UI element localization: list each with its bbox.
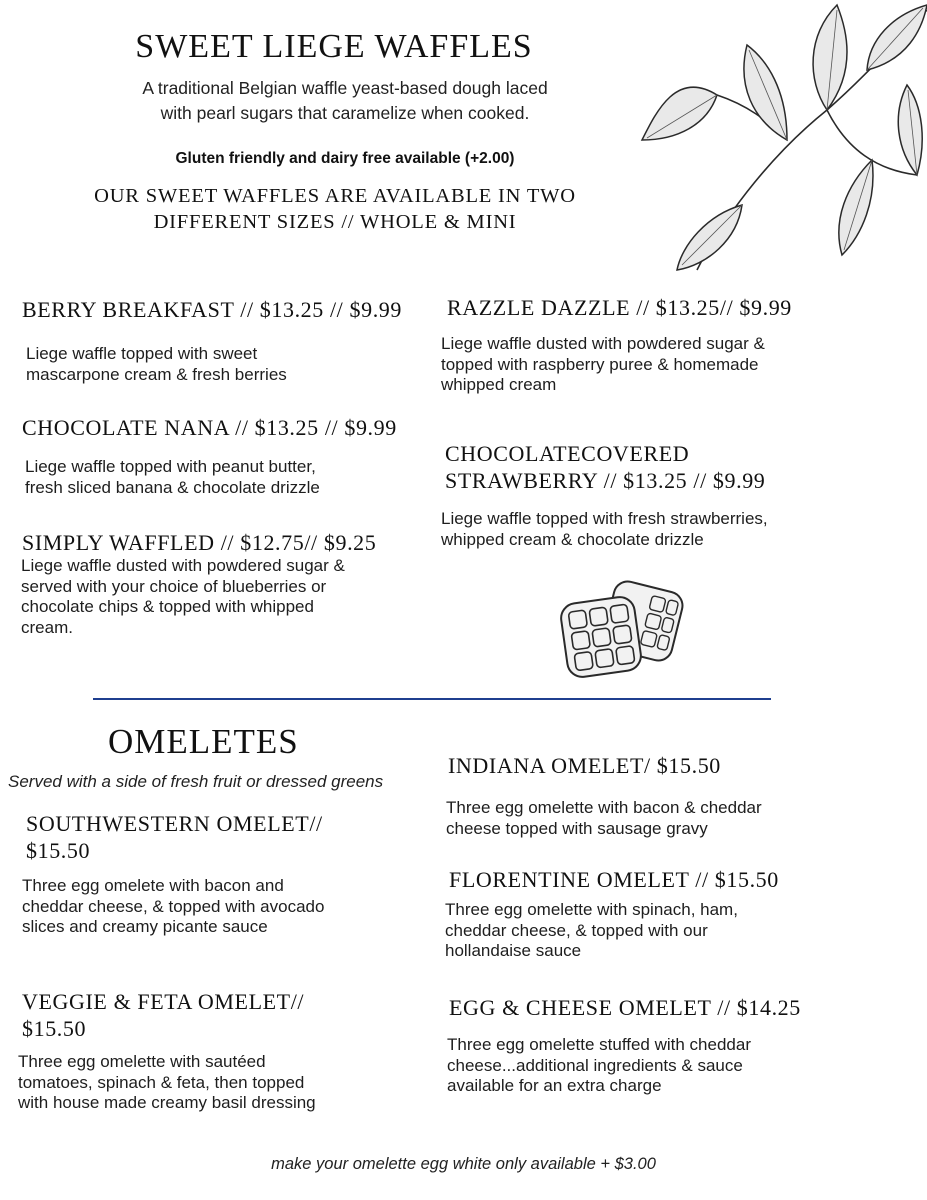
menu-item-egg-cheese-omelet (449, 994, 889, 1097)
desc-line: Three egg omelette with spinach, ham, (445, 900, 738, 919)
item-description (22, 457, 442, 498)
desc-line: cheddar cheese, & topped with our (445, 920, 708, 940)
desc-line: Three egg omelette with sautéed (18, 1052, 266, 1071)
desc-line: whipped cream (441, 375, 557, 394)
desc-line: topped with raspberry puree & homemade (441, 354, 759, 374)
omelets-subtitle: Served with a side of fresh fruit or dressed greens (8, 772, 384, 791)
menu-item-razzle-dazzle (441, 294, 887, 396)
menu-item-southwestern-omelet (22, 810, 426, 938)
item-title: BERRY BREAKFAST // $13.25 // $9.99 (22, 297, 402, 322)
item-description (21, 556, 432, 638)
item-title: INDIANA OMELET/ $15.50 (448, 753, 721, 778)
desc-line: cream. (21, 617, 73, 637)
item-title (22, 988, 422, 1042)
item-title: RAZZLE DAZZLE // $13.25// $9.99 (447, 295, 792, 320)
desc-line: Three egg omelette stuffed with cheddar (447, 1035, 751, 1054)
title-line: $15.50 (22, 1016, 87, 1041)
egg-white-note: make your omelette egg white only available + $3.00 (271, 1155, 656, 1173)
intro-line: with pearl sugars that caramelize when cooked. (160, 103, 530, 123)
desc-line: with house made creamy basil dressing (18, 1093, 316, 1112)
sizes-line: OUR SWEET WAFFLES ARE AVAILABLE IN TWO (94, 185, 576, 207)
desc-line: cheese topped with sausage gravy (446, 818, 708, 838)
desc-line: Liege waffle topped with sweet (26, 344, 258, 363)
item-description (445, 900, 889, 962)
item-title (26, 810, 426, 864)
menu-item-florentine-omelet (445, 866, 889, 962)
desc-line: Liege waffle topped with peanut butter, (25, 457, 316, 476)
item-title: CHOCOLATE NANA // $13.25 // $9.99 (22, 415, 397, 440)
menu-item-simply-waffled (22, 529, 432, 638)
omelets-title: OMELETES (108, 722, 299, 761)
menu-item-chocolate-nana (22, 414, 442, 498)
desc-line: whipped cream & chocolate drizzle (441, 529, 704, 549)
item-title: FLORENTINE OMELET // $15.50 (449, 867, 779, 892)
item-description (446, 798, 888, 839)
item-description (18, 1052, 422, 1114)
title-line: SOUTHWESTERN OMELET// (26, 811, 323, 836)
desc-line: hollandaise sauce (445, 941, 582, 960)
item-description (22, 876, 426, 938)
desc-line: Liege waffle topped with fresh strawberries, (441, 509, 768, 528)
desc-line: cheese...additional ingredients & sauce (447, 1055, 743, 1075)
menu-item-indiana-omelet (448, 752, 888, 839)
item-title: SIMPLY WAFFLED // $12.75// $9.25 (22, 530, 377, 555)
desc-line: fresh sliced banana & chocolate drizzle (25, 477, 320, 497)
intro-line: A traditional Belgian waffle yeast-based dough laced (142, 78, 548, 98)
gluten-note: Gluten friendly and dairy free available (+2.00) (175, 150, 515, 167)
section-divider (93, 698, 771, 700)
menu-item-chocolate-covered-strawberry (441, 440, 885, 550)
title-line: CHOCOLATECOVERED (445, 441, 690, 466)
desc-line: tomatoes, spinach & feta, then topped (18, 1072, 305, 1092)
item-title (445, 440, 885, 494)
leaf-branch-icon (637, 0, 927, 275)
desc-line: Liege waffle dusted with powdered sugar & (441, 334, 765, 353)
desc-line: slices and creamy picante sauce (22, 917, 268, 936)
desc-line: Three egg omelete with bacon and (22, 876, 284, 895)
title-line: VEGGIE & FETA OMELET// (22, 989, 305, 1014)
menu-item-berry-breakfast (22, 296, 432, 385)
item-description (441, 334, 887, 396)
sizes-line: DIFFERENT SIZES // WHOLE & MINI (153, 211, 517, 233)
sizes-note (30, 183, 640, 235)
desc-line: Liege waffle dusted with powdered sugar & (21, 556, 345, 575)
desc-line: cheddar cheese, & topped with avocado (22, 896, 325, 916)
menu-item-veggie-feta-omelet (18, 988, 422, 1114)
waffles-intro (95, 76, 595, 126)
desc-line: chocolate chips & topped with whipped (21, 597, 314, 616)
item-description (441, 509, 885, 550)
item-title: EGG & CHEESE OMELET // $14.25 (449, 995, 801, 1020)
waffle-icon (556, 580, 692, 684)
waffles-title: SWEET LIEGE WAFFLES (135, 28, 533, 65)
title-line: STRAWBERRY // $13.25 // $9.99 (445, 468, 766, 493)
desc-line: Three egg omelette with bacon & cheddar (446, 798, 762, 817)
title-line: $15.50 (26, 838, 91, 863)
desc-line: available for an extra charge (447, 1076, 662, 1095)
item-description (22, 344, 432, 385)
item-description (447, 1035, 889, 1097)
desc-line: served with your choice of blueberries or (21, 576, 327, 596)
desc-line: mascarpone cream & fresh berries (26, 364, 287, 384)
